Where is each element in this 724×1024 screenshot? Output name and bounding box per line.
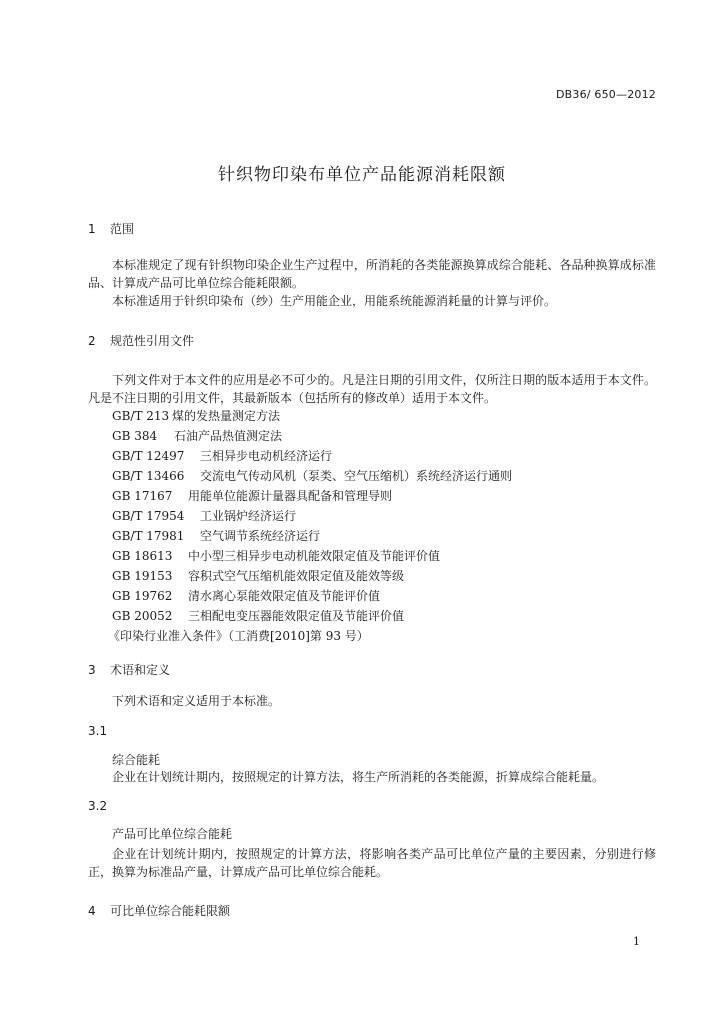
reference-item — [112, 408, 280, 424]
section-number: 2 — [88, 334, 96, 348]
section-1-paragraph-2: 本标准适用于针织印染布（纱）生产用能企业，用能系统能源消耗量的计算与评价。 — [112, 294, 557, 308]
section-number: 4 — [88, 904, 96, 918]
reference-code: GB 20052 — [112, 609, 173, 623]
reference-name: 中小型三相异步电动机能效限定值及节能评价值 — [188, 549, 441, 563]
reference-name: 三相配电变压器能效限定值及节能评价值 — [188, 609, 405, 623]
section-2-intro: 下列文件对于本文件的应用是必不可少的。凡是注日期的引用文件，仅所注日期的版本适用于本文件。凡是不注日期的引用文件，其最新版本（包括所有的修改单）适用于本文件。 — [88, 373, 656, 405]
reference-code: GB 19762 — [112, 589, 173, 603]
reference-item — [112, 568, 404, 584]
reference-name: 交流电气传动风机（泵类、空气压缩机）系统经济运行通则 — [200, 469, 513, 483]
page-number: 1 — [633, 935, 640, 948]
reference-name: 三相异步电动机经济运行 — [200, 449, 333, 463]
reference-item — [112, 468, 512, 484]
reference-code: GB/T 13466 — [112, 469, 185, 483]
section-number: 3 — [88, 663, 96, 677]
section-1-heading — [88, 221, 134, 237]
section-1-paragraph-1: 本标准规定了现有针织物印染企业生产过程中，所消耗的各类能源换算成综合能耗、各品种换算成标准品、计算成产品可比单位综合能耗限额。 — [88, 258, 656, 290]
reference-code: GB 19153 — [112, 569, 173, 583]
reference-name: 空气调节系统经济运行 — [200, 529, 321, 543]
reference-name: 清水离心泵能效限定值及节能评价值 — [188, 589, 381, 603]
section-title: 规范性引用文件 — [110, 334, 195, 348]
reference-item — [112, 488, 392, 504]
section-number: 1 — [88, 222, 96, 236]
reference-code: GB/T 17981 — [112, 529, 185, 543]
term-3-1-definition: 企业在计划统计期内，按照规定的计算方法，将生产所消耗的各类能源，折算成综合能耗量。 — [112, 770, 605, 784]
reference-code: GB 384 — [112, 429, 158, 443]
term-3-1-title: 综合能耗 — [112, 753, 161, 767]
reference-name: 用能单位能源计量器具配备和管理导则 — [188, 489, 393, 503]
reference-item — [112, 508, 296, 524]
reference-code: GB/T 213 — [112, 409, 170, 423]
section-title: 可比单位综合能耗限额 — [110, 904, 231, 918]
reference-item — [112, 608, 404, 624]
reference-code: GB 18613 — [112, 549, 173, 563]
reference-code: GB/T 17954 — [112, 509, 185, 523]
reference-code: GB 17167 — [112, 489, 173, 503]
section-title: 术语和定义 — [110, 663, 171, 677]
section-2-heading — [88, 333, 194, 349]
term-3-2-definition: 企业在计划统计期内，按照规定的计算方法，将影响各类产品可比单位产量的主要因素，分别进行修正，换算为标准品产量，计算成产品可比单位综合能耗。 — [88, 847, 656, 879]
reference-name: 工业锅炉经济运行 — [200, 509, 297, 523]
reference-item-policy: 《印染行业准入条件》（工消费[2010]第 93 号） — [108, 629, 369, 643]
reference-item — [112, 528, 320, 544]
section-3-intro: 下列术语和定义适用于本标准。 — [112, 694, 281, 708]
reference-code: GB/T 12497 — [112, 449, 185, 463]
reference-item — [112, 548, 440, 564]
section-title: 范围 — [110, 222, 135, 236]
reference-item — [112, 588, 380, 604]
term-3-2-number: 3.2 — [88, 799, 108, 813]
reference-name: 煤的发热量测定方法 — [172, 409, 281, 423]
section-4-heading — [88, 903, 230, 919]
document-title: 针织物印染布单位产品能源消耗限额 — [218, 165, 506, 185]
reference-name: 容积式空气压缩机能效限定值及能效等级 — [188, 569, 405, 583]
reference-name: 石油产品热值测定法 — [174, 429, 283, 443]
term-3-1-number: 3.1 — [88, 724, 108, 738]
reference-item — [112, 448, 332, 464]
reference-item — [112, 428, 282, 444]
term-3-2-title: 产品可比单位综合能耗 — [112, 827, 233, 841]
section-3-heading — [88, 662, 170, 678]
standard-number: DB36/ 650—2012 — [555, 88, 656, 101]
